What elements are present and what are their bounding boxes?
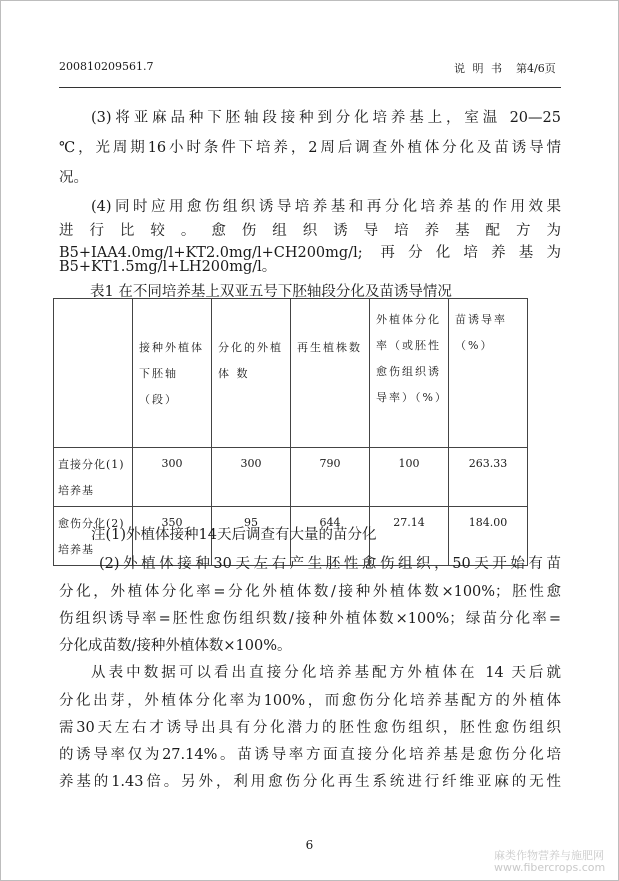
para3-line: ℃，光周期16小时条件下培养，2周后调查外植体分化及苗诱导情 — [59, 140, 561, 156]
para4-line: B5+IAA4.0mg/l+KT2.0mg/l+CH200mg/l; 再分化培养基为 — [59, 245, 561, 261]
note-2-line: 伤组织诱导率=胚性愈伤组织数/接种外植体数×100%；绿苗分化率= — [59, 611, 561, 627]
table-cell: 27.14 — [370, 507, 449, 566]
table-cell: 300 — [133, 448, 212, 507]
table-title: 表1 在不同培养基上双亚五号下胚轴段分化及苗诱导情况 — [90, 284, 452, 300]
header-cell: 分化的外植体 数 — [212, 299, 291, 448]
conclusion-line: 养基的1.43倍。另外，利用愈伤分化再生系统进行纤维亚麻的无性 — [59, 774, 561, 790]
para4-line: (4)同时应用愈伤组织诱导培养基和再分化培养基的作用效果 — [91, 199, 561, 215]
row-label: 愈伤分化(2)培养基 — [54, 507, 133, 566]
para4-line: 进行比较。愈伤组织诱导培养基配方为 — [59, 223, 561, 239]
table-cell: 100 — [370, 448, 449, 507]
header-cell: 再生植株数 — [291, 299, 370, 448]
row-label: 直接分化(1)培养基 — [54, 448, 133, 507]
table-cell: 790 — [291, 448, 370, 507]
page-label: 第4/6页 — [516, 62, 556, 75]
header-rule — [59, 87, 561, 88]
conclusion-line: 的诱导率仅为27.14%。苗诱导率方面直接分化培养基是愈伤分化培 — [59, 747, 561, 763]
note-2-line: 分化，外植体分化率=分化外植体数/接种外植体数×100%；胚性愈 — [59, 584, 561, 600]
page-number: 6 — [305, 838, 314, 852]
para4-line: B5+KT1.5mg/l+LH200mg/l。 — [59, 259, 277, 275]
table-cell: 263.33 — [449, 448, 528, 507]
table-cell: 350 — [133, 507, 212, 566]
doc-number: 200810209561.7 — [59, 60, 154, 73]
header-cell: 接种外植体下胚轴（段） — [133, 299, 212, 448]
section-label: 说 明 书 — [454, 62, 504, 75]
header-cell — [54, 299, 133, 448]
table-cell: 95 — [212, 507, 291, 566]
header-cell: 苗诱导率 （%） — [449, 299, 528, 448]
note-2-line: (2)外植体接种30天左右产生胚性愈伤组织，50天开始有苗 — [99, 556, 561, 572]
watermark-title: 麻类作物营养与施肥网 — [494, 849, 604, 862]
para3-line: 况。 — [59, 170, 88, 186]
note-1: 注(1)外植体接种14天后调查有大量的苗分化 — [91, 527, 377, 543]
table-header-row — [54, 299, 528, 448]
watermark-url: www.fibercrops.com — [494, 861, 606, 874]
table-cell: 300 — [212, 448, 291, 507]
watermark — [494, 850, 605, 874]
table-cell: 184.00 — [449, 507, 528, 566]
table-cell: 644 — [291, 507, 370, 566]
header-cell: 外植体分化率（或胚性愈伤组织诱导率）（%） — [370, 299, 449, 448]
conclusion-line: 需30天左右才诱导出具有分化潜力的胚性愈伤组织，胚性愈伤组织 — [59, 720, 561, 736]
para3-line: (3)将亚麻品种下胚轴段接种到分化培养基上，室温 20—25 — [91, 110, 561, 126]
conclusion-line: 从表中数据可以看出直接分化培养基配方外植体在 14 天后就 — [91, 665, 561, 681]
table-row — [54, 448, 528, 507]
note-2-line: 分化成苗数/接种外植体数×100%。 — [59, 638, 292, 654]
conclusion-line: 分化出芽，外植体分化率为100%，而愈伤分化培养基配方的外植体 — [59, 693, 561, 709]
